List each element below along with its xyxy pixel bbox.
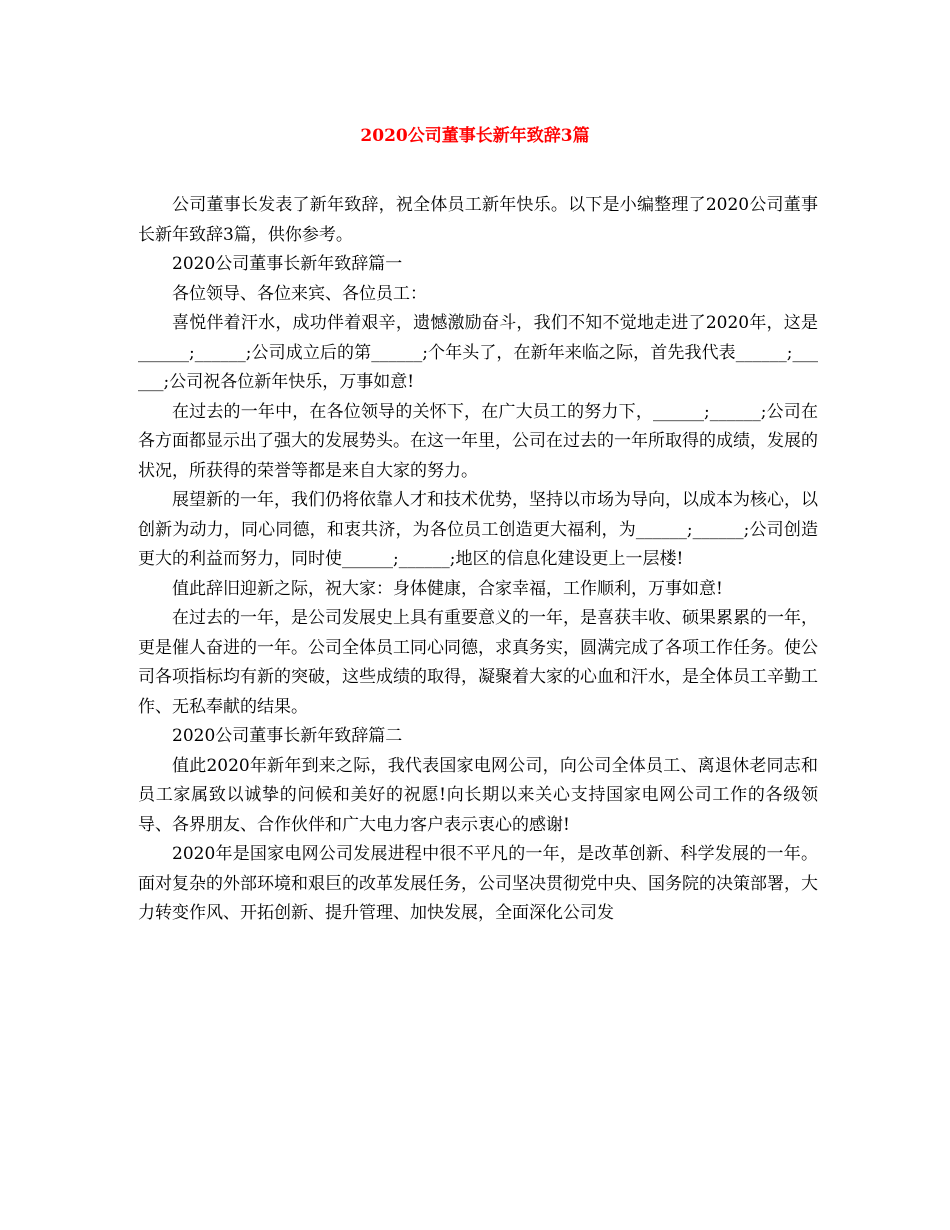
document-title: 2020公司董事长新年致辞3篇: [360, 126, 590, 146]
document-body: [138, 191, 818, 929]
paragraph-intro: 公司董事长发表了新年致辞，祝全体员工新年快乐。以下是小编整理了2020公司董事长新年致辞3篇，供你参考。: [138, 195, 818, 245]
paragraph: 喜悦伴着汗水，成功伴着艰辛，遗憾激励奋斗，我们不知不觉地走进了2020年，这是______;______;公司成立后的第______;个年头了，在新年来临之际，首先我代表______;______;公司祝各位新年快乐，万事如意!: [138, 313, 818, 392]
section-heading-1: 2020公司董事长新年致辞篇一: [172, 254, 403, 274]
paragraph: 值此辞旧迎新之际，祝大家：身体健康，合家幸福，工作顺利，万事如意!: [172, 578, 723, 599]
paragraph-salutation: 各位领导、各位来宾、各位员工：: [172, 283, 427, 304]
section-heading-2: 2020公司董事长新年致辞篇二: [172, 726, 403, 746]
paragraph: 在过去的一年中，在各位领导的关怀下，在广大员工的努力下，______;______;公司在各方面都显示出了强大的发展势头。在这一年里，公司在过去的一年所取得的成绩，发展的状况，所获得的荣誉等都是来自大家的努力。: [138, 401, 818, 481]
paragraph: 在过去的一年，是公司发展史上具有重要意义的一年，是喜获丰收、硕果累累的一年，更是催人奋进的一年。公司全体员工同心同德，求真务实，圆满完成了各项工作任务。使公司各项指标均有新的突破，这些成绩的取得，凝聚着大家的心血和汗水，是全体员工辛勤工作、无私奉献的结果。: [138, 608, 818, 717]
paragraph: 展望新的一年，我们仍将依靠人才和技术优势，坚持以市场为导向，以成本为核心，以创新为动力，同心同德，和衷共济，为各位员工创造更大福利，为______;______;公司创造更大的利益而努力，同时使______;______;地区的信息化建设更上一层楼!: [138, 490, 818, 569]
paragraph: 2020年是国家电网公司发展进程中很不平凡的一年，是改革创新、科学发展的一年。面对复杂的外部环境和艰巨的改革发展任务，公司坚决贯彻党中央、国务院的决策部署，大力转变作风、开拓创新、提升管理、加快发展，全面深化公司发: [138, 844, 818, 923]
paragraph: 值此2020年新年到来之际，我代表国家电网公司，向公司全体员工、离退休老同志和员工家属致以诚挚的问候和美好的祝愿!向长期以来关心支持国家电网公司工作的各级领导、各界朋友、合作伙伴和广大电力客户表示衷心的感谢!: [138, 755, 818, 835]
